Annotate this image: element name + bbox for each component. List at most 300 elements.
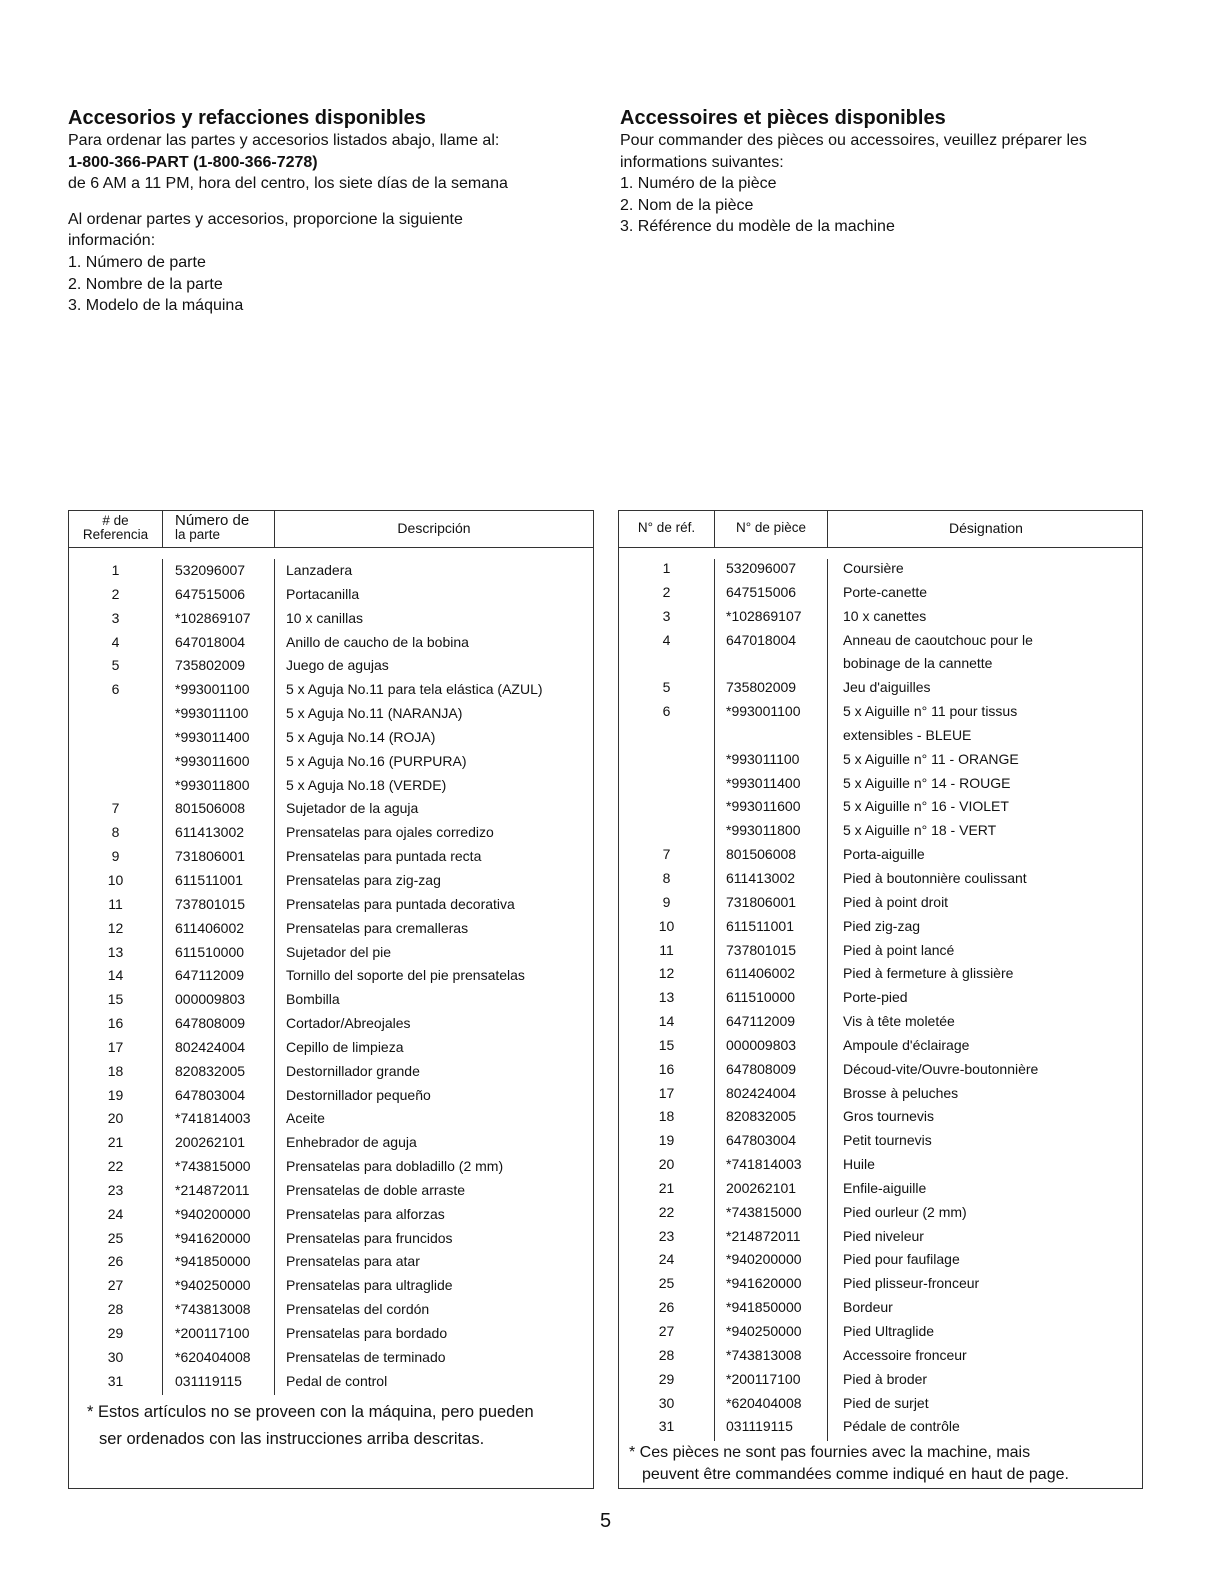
description: Prensatelas para zig-zag xyxy=(286,871,441,888)
description: Prensatelas de terminado xyxy=(286,1348,446,1365)
table-row xyxy=(69,1012,593,1036)
part-number: 647515006 xyxy=(726,583,797,600)
table-row xyxy=(69,774,593,798)
description: 5 x Aiguille n° 11 pour tissus xyxy=(843,703,1018,720)
table-row xyxy=(619,915,1142,939)
spanish-intro: Para ordenar las partes y accesorios listados abajo, llame al: xyxy=(68,132,500,149)
description: Prensatelas para cremalleras xyxy=(286,919,469,936)
footnote-line: * Estos artículos no se proveen con la máquina, pero pueden xyxy=(87,1403,534,1421)
description: Pied à boutonnière coulissant xyxy=(843,869,1027,886)
table-row xyxy=(619,1296,1142,1320)
table-row xyxy=(619,605,1142,629)
part-number: *741814003 xyxy=(726,1156,802,1173)
description: Pied pour faufilage xyxy=(843,1251,960,1268)
part-number: 647112009 xyxy=(175,967,245,984)
ref-number: 23 xyxy=(107,1181,124,1198)
ref-number: 9 xyxy=(111,848,120,865)
table-row xyxy=(69,559,593,583)
part-number: *102869107 xyxy=(175,609,251,626)
ref-number: 3 xyxy=(662,607,671,624)
table-row xyxy=(619,1320,1142,1344)
ref-number: 19 xyxy=(658,1132,675,1149)
desc-header: Désignation xyxy=(949,520,1023,536)
description: Prensatelas de doble arraste xyxy=(286,1181,465,1198)
footnote-line: * Ces pièces ne sont pas fournies avec la machine, mais xyxy=(629,1444,1031,1461)
description: Prensatelas para ultraglide xyxy=(286,1277,453,1294)
description: Gros tournevis xyxy=(843,1108,935,1125)
part-number: 647808009 xyxy=(175,1015,246,1032)
footnote-line: peuvent être commandées comme indiqué en haut de page. xyxy=(642,1466,1069,1483)
table-row xyxy=(69,1250,593,1274)
table-body xyxy=(619,557,1142,1439)
table-row xyxy=(69,1036,593,1060)
spanish-step: 2. Nombre de la parte xyxy=(68,275,223,293)
table-row xyxy=(69,607,593,631)
ref-number: 27 xyxy=(107,1277,124,1294)
table-row xyxy=(619,1368,1142,1392)
part-number: *993011800 xyxy=(726,822,801,839)
description: Découd-vite/Ouvre-boutonnière xyxy=(843,1060,1039,1077)
ref-number: 22 xyxy=(107,1158,124,1175)
description: Pied à fermeture à glissière xyxy=(843,965,1014,982)
part-number: *941620000 xyxy=(726,1275,802,1292)
ref-number: 5 xyxy=(111,657,120,674)
table-row xyxy=(69,964,593,988)
ref-number: 24 xyxy=(107,1205,124,1222)
ref-number: 26 xyxy=(107,1253,124,1270)
part-number: *743813008 xyxy=(726,1346,802,1363)
part-number: 611511001 xyxy=(726,917,794,934)
french-step: 2. Nom de la pièce xyxy=(620,196,754,214)
part-number: 000009803 xyxy=(726,1036,797,1053)
part-number: 532096007 xyxy=(175,562,246,578)
table-row xyxy=(69,631,593,655)
table-row xyxy=(619,1177,1142,1201)
part-header xyxy=(175,514,285,550)
part-number: 647515006 xyxy=(175,585,246,602)
description: Pied niveleur xyxy=(843,1227,924,1244)
ref-number: 10 xyxy=(658,917,675,934)
part-number: *993001100 xyxy=(726,703,801,720)
table-header xyxy=(69,511,593,548)
description: Anillo de caucho de la bobina xyxy=(286,633,469,650)
ref-number: 1 xyxy=(662,560,671,576)
ref-number: 26 xyxy=(658,1299,675,1316)
ref-number: 4 xyxy=(111,633,120,650)
description: Juego de agujas xyxy=(286,657,389,674)
part-number: *743815000 xyxy=(175,1158,251,1175)
part-number: *940250000 xyxy=(726,1323,802,1339)
ref-number: 17 xyxy=(107,1038,124,1055)
table-footnote xyxy=(87,1401,534,1451)
spanish-step: 1. Número de parte xyxy=(68,253,206,271)
table-row xyxy=(619,772,1142,796)
description: Pied à point droit xyxy=(843,893,949,910)
table-row xyxy=(69,702,593,726)
part-header-line2: la parte xyxy=(175,527,221,542)
description: 5 x Aiguille n° 11 - ORANGE xyxy=(843,750,1019,767)
table-row xyxy=(69,726,593,750)
part-number: 611406002 xyxy=(726,965,796,982)
table-row xyxy=(69,1274,593,1298)
ref-number: 1 xyxy=(111,562,120,578)
ref-number: 3 xyxy=(111,609,120,626)
part-number: *741814003 xyxy=(175,1110,251,1127)
description: Pied à broder xyxy=(843,1370,928,1387)
part-number: 737801015 xyxy=(175,895,246,912)
part-number: 801506008 xyxy=(175,800,246,817)
description: Sujetador del pie xyxy=(286,943,392,960)
description: 10 x canettes xyxy=(843,607,927,624)
part-number: *993011100 xyxy=(726,750,800,767)
description: Prensatelas para puntada decorativa xyxy=(286,895,515,912)
ref-number: 16 xyxy=(658,1060,675,1077)
part-number: 532096007 xyxy=(726,560,797,576)
table-row xyxy=(69,1060,593,1084)
description: Petit tournevis xyxy=(843,1132,932,1149)
table-row xyxy=(69,583,593,607)
part-number: *743813008 xyxy=(175,1301,251,1318)
description: Enhebrador de aguja xyxy=(286,1134,417,1151)
description: Ampoule d'éclairage xyxy=(843,1036,970,1053)
description: Prensatelas del cordón xyxy=(286,1301,430,1318)
ref-number: 31 xyxy=(107,1372,124,1389)
ref-number: 8 xyxy=(662,869,671,886)
part-number: 611510000 xyxy=(175,943,245,960)
ref-number: 29 xyxy=(107,1325,124,1341)
column-divider xyxy=(162,511,163,548)
ref-number: 15 xyxy=(107,991,124,1008)
description: Lanzadera xyxy=(286,562,353,578)
description: Prensatelas para puntada recta xyxy=(286,848,482,865)
table-row xyxy=(619,1344,1142,1368)
ref-number: 22 xyxy=(658,1203,675,1220)
table-row xyxy=(69,654,593,678)
description: Vis à tête moletée xyxy=(843,1013,955,1030)
part-number: *941850000 xyxy=(175,1253,251,1270)
part-number: *993011800 xyxy=(175,776,250,793)
part-number: *993011400 xyxy=(175,728,250,745)
page-number: 5 xyxy=(599,1510,612,1532)
ref-number: 13 xyxy=(107,943,124,960)
ref-header: N° de réf. xyxy=(637,520,696,535)
part-number: *214872011 xyxy=(175,1181,250,1198)
part-number: 031119115 xyxy=(726,1418,793,1435)
description: Jeu d'aiguilles xyxy=(843,679,931,696)
ref-number: 12 xyxy=(107,919,124,936)
part-number: 611413002 xyxy=(726,869,796,886)
table-row xyxy=(69,1346,593,1370)
ref-number: 17 xyxy=(658,1084,675,1101)
ref-number: 21 xyxy=(658,1179,675,1196)
table-row xyxy=(69,1179,593,1203)
description: Huile xyxy=(843,1156,875,1173)
table-body xyxy=(69,559,593,1394)
part-number: *941620000 xyxy=(175,1229,251,1246)
ref-number: 9 xyxy=(662,893,671,910)
part-number: *940250000 xyxy=(175,1277,251,1294)
part-header: N° de pièce xyxy=(736,520,806,535)
table-row xyxy=(69,917,593,941)
ref-number: 2 xyxy=(662,583,671,600)
part-number: *214872011 xyxy=(726,1227,801,1244)
description: extensibles - BLEUE xyxy=(843,726,972,743)
table-row xyxy=(619,1082,1142,1106)
table-row xyxy=(619,891,1142,915)
table-row xyxy=(69,1370,593,1394)
ref-number: 20 xyxy=(107,1110,124,1127)
part-number: 611511001 xyxy=(175,871,243,888)
spanish-step: 3. Modelo de la máquina xyxy=(68,297,244,315)
description: Pedal de control xyxy=(286,1372,388,1389)
ref-number: 7 xyxy=(111,800,120,817)
ref-number: 6 xyxy=(111,681,120,698)
french-step: 1. Numéro de la pièce xyxy=(620,175,777,193)
table-row xyxy=(69,988,593,1012)
description: Cepillo de limpieza xyxy=(286,1038,404,1055)
ref-number: 31 xyxy=(658,1418,675,1435)
ref-number: 14 xyxy=(658,1013,675,1030)
description: Pied ourleur (2 mm) xyxy=(843,1203,967,1220)
ref-number: 2 xyxy=(111,585,120,602)
table-row xyxy=(69,1227,593,1251)
ref-number: 5 xyxy=(662,679,671,696)
french-section xyxy=(620,107,1155,238)
ref-number: 30 xyxy=(107,1348,124,1365)
ref-number: 28 xyxy=(658,1346,675,1363)
description: Brosse à peluches xyxy=(843,1084,959,1101)
description: Pied Ultraglide xyxy=(843,1323,935,1339)
ref-number: 27 xyxy=(658,1323,675,1339)
part-number: 731806001 xyxy=(726,893,797,910)
table-row xyxy=(619,1058,1142,1082)
table-row xyxy=(619,795,1142,819)
part-number: *993001100 xyxy=(175,681,250,698)
table-row xyxy=(619,629,1142,653)
table-row xyxy=(69,1322,593,1346)
part-number: *743815000 xyxy=(726,1203,802,1220)
part-number: *620404008 xyxy=(175,1348,251,1365)
spanish-info-intro-1: Al ordenar partes y accesorios, proporcione la siguiente xyxy=(68,210,463,228)
ref-number: 28 xyxy=(107,1301,124,1318)
ref-number: 18 xyxy=(107,1062,124,1079)
part-number: 731806001 xyxy=(175,848,246,865)
description: Porta-aiguille xyxy=(843,846,925,863)
part-number: 611413002 xyxy=(175,824,245,841)
table-header xyxy=(619,511,1142,548)
table-row xyxy=(69,941,593,965)
spanish-hours: de 6 AM a 11 PM, hora del centro, los siete días de la semana xyxy=(68,175,508,193)
part-number: 647803004 xyxy=(726,1132,797,1149)
part-header-line1: Número de xyxy=(175,512,250,529)
description: Destornillador pequeño xyxy=(286,1086,431,1103)
table-row xyxy=(619,700,1142,724)
table-row xyxy=(619,819,1142,843)
column-divider xyxy=(827,511,828,548)
part-number: 031119115 xyxy=(175,1372,242,1389)
table-row xyxy=(619,557,1142,581)
part-number: *940200000 xyxy=(175,1205,251,1222)
footnote-line: ser ordenados con las instrucciones arriba descritas. xyxy=(99,1430,485,1448)
table-row xyxy=(619,843,1142,867)
table-row xyxy=(619,748,1142,772)
description: Prensatelas para ojales corredizo xyxy=(286,824,494,841)
part-number: *993011600 xyxy=(175,752,250,769)
table-row xyxy=(619,1415,1142,1439)
part-number: 000009803 xyxy=(175,991,246,1008)
part-number: 200262101 xyxy=(175,1134,246,1151)
part-number: 647112009 xyxy=(726,1013,796,1030)
description: Porte-canette xyxy=(843,583,928,600)
description: Prensatelas para bordado xyxy=(286,1325,448,1341)
phone-number: 1-800-366-PART (1-800-366-7278) xyxy=(68,153,318,171)
part-number: *102869107 xyxy=(726,607,802,624)
table-row xyxy=(619,1010,1142,1034)
part-number: 737801015 xyxy=(726,941,797,958)
description: 5 x Aguja No.14 (ROJA) xyxy=(286,728,436,745)
part-number: *993011100 xyxy=(175,705,249,722)
description: Sujetador de la aguja xyxy=(286,800,419,817)
part-number: 820832005 xyxy=(175,1062,246,1079)
spanish-parts-table xyxy=(68,510,594,1489)
ref-number: 25 xyxy=(107,1229,124,1246)
ref-number: 12 xyxy=(658,965,675,982)
table-row xyxy=(619,1105,1142,1129)
ref-number: 25 xyxy=(658,1275,675,1292)
table-row xyxy=(619,1225,1142,1249)
table-row xyxy=(619,1392,1142,1416)
ref-header-line1: # de xyxy=(102,513,129,528)
part-number: 820832005 xyxy=(726,1108,797,1125)
table-row xyxy=(619,1201,1142,1225)
part-number: 801506008 xyxy=(726,846,797,863)
ref-number: 13 xyxy=(658,989,675,1006)
ref-number: 30 xyxy=(658,1394,675,1411)
table-row xyxy=(619,1153,1142,1177)
ref-number: 23 xyxy=(658,1227,675,1244)
description: 5 x Aguja No.11 para tela elástica (AZUL) xyxy=(286,681,543,698)
part-number: 802424004 xyxy=(726,1084,797,1101)
ref-number: 11 xyxy=(108,895,123,912)
description: Enfile-aiguille xyxy=(843,1179,927,1196)
description: Prensatelas para fruncidos xyxy=(286,1229,453,1246)
part-number: 611510000 xyxy=(726,989,796,1006)
ref-number: 6 xyxy=(662,703,671,720)
spanish-info-intro-2: información: xyxy=(68,232,156,250)
part-number: *620404008 xyxy=(726,1394,802,1411)
table-row xyxy=(619,986,1142,1010)
ref-header-line2: Referencia xyxy=(82,527,149,542)
ref-number: 8 xyxy=(111,824,120,841)
spanish-section xyxy=(68,107,603,317)
description: Accessoire fronceur xyxy=(843,1346,967,1363)
table-row xyxy=(69,1131,593,1155)
description: Portacanilla xyxy=(286,585,360,602)
ref-number: 14 xyxy=(107,967,124,984)
desc-header: Descripción xyxy=(397,520,471,536)
table-row xyxy=(619,1034,1142,1058)
description: Destornillador grande xyxy=(286,1062,420,1079)
description: Anneau de caoutchouc pour le xyxy=(843,631,1033,648)
ref-number: 19 xyxy=(107,1086,124,1103)
part-number: 647018004 xyxy=(726,631,797,648)
part-number: 647803004 xyxy=(175,1086,246,1103)
table-row xyxy=(619,724,1142,748)
part-number: *993011600 xyxy=(726,798,801,815)
table-row xyxy=(69,845,593,869)
ref-number: 16 xyxy=(107,1015,124,1032)
ref-number: 11 xyxy=(659,941,674,958)
table-row xyxy=(69,821,593,845)
description: 5 x Aiguille n° 18 - VERT xyxy=(843,822,997,839)
table-row xyxy=(619,652,1142,676)
part-number: 647808009 xyxy=(726,1060,797,1077)
description: Porte-pied xyxy=(843,989,908,1006)
ref-number: 18 xyxy=(658,1108,675,1125)
part-number: 735802009 xyxy=(726,679,797,696)
description: 5 x Aguja No.18 (VERDE) xyxy=(286,776,447,793)
ref-number: 10 xyxy=(107,871,124,888)
description: Aceite xyxy=(286,1110,325,1127)
part-number: *200117100 xyxy=(726,1370,801,1387)
table-row xyxy=(619,1248,1142,1272)
table-row xyxy=(69,1084,593,1108)
table-row xyxy=(619,867,1142,891)
part-number: *993011400 xyxy=(726,774,801,791)
description: bobinage de la cannette xyxy=(843,655,993,672)
part-number: 802424004 xyxy=(175,1038,246,1055)
description: Prensatelas para dobladillo (2 mm) xyxy=(286,1158,504,1175)
description: Bordeur xyxy=(843,1299,893,1316)
description: Pied plisseur-fronceur xyxy=(843,1275,980,1292)
ref-number: 29 xyxy=(658,1370,675,1387)
description: 5 x Aiguille n° 14 - ROUGE xyxy=(843,774,1011,791)
part-number: *200117100 xyxy=(175,1325,250,1341)
table-row xyxy=(69,1203,593,1227)
part-number: *941850000 xyxy=(726,1299,802,1316)
table-row xyxy=(69,1107,593,1131)
table-row xyxy=(69,1298,593,1322)
part-number: *940200000 xyxy=(726,1251,802,1268)
description: Prensatelas para alforzas xyxy=(286,1205,445,1222)
ref-number: 4 xyxy=(662,631,671,648)
table-row xyxy=(619,1272,1142,1296)
table-row xyxy=(619,939,1142,963)
description: Tornillo del soporte del pie prensatelas xyxy=(286,967,525,984)
table-row xyxy=(69,750,593,774)
description: Pédale de contrôle xyxy=(843,1418,960,1435)
table-row xyxy=(69,1155,593,1179)
description: Pied à point lancé xyxy=(843,941,955,958)
part-number: 735802009 xyxy=(175,657,246,674)
ref-header xyxy=(69,514,162,550)
table-footnote xyxy=(629,1442,1069,1486)
description: 5 x Aguja No.16 (PURPURA) xyxy=(286,752,467,769)
part-number: 200262101 xyxy=(726,1179,797,1196)
description: Pied zig-zag xyxy=(843,917,921,934)
table-row xyxy=(619,676,1142,700)
description: Prensatelas para atar xyxy=(286,1253,420,1270)
column-divider xyxy=(714,511,715,548)
description: Bombilla xyxy=(286,991,340,1008)
description: 10 x canillas xyxy=(286,609,364,626)
french-step: 3. Référence du modèle de la machine xyxy=(620,218,895,236)
part-number: 611406002 xyxy=(175,919,245,936)
ref-number: 15 xyxy=(658,1036,675,1053)
description: 5 x Aguja No.11 (NARANJA) xyxy=(286,705,463,722)
table-row xyxy=(69,678,593,702)
table-row xyxy=(69,869,593,893)
